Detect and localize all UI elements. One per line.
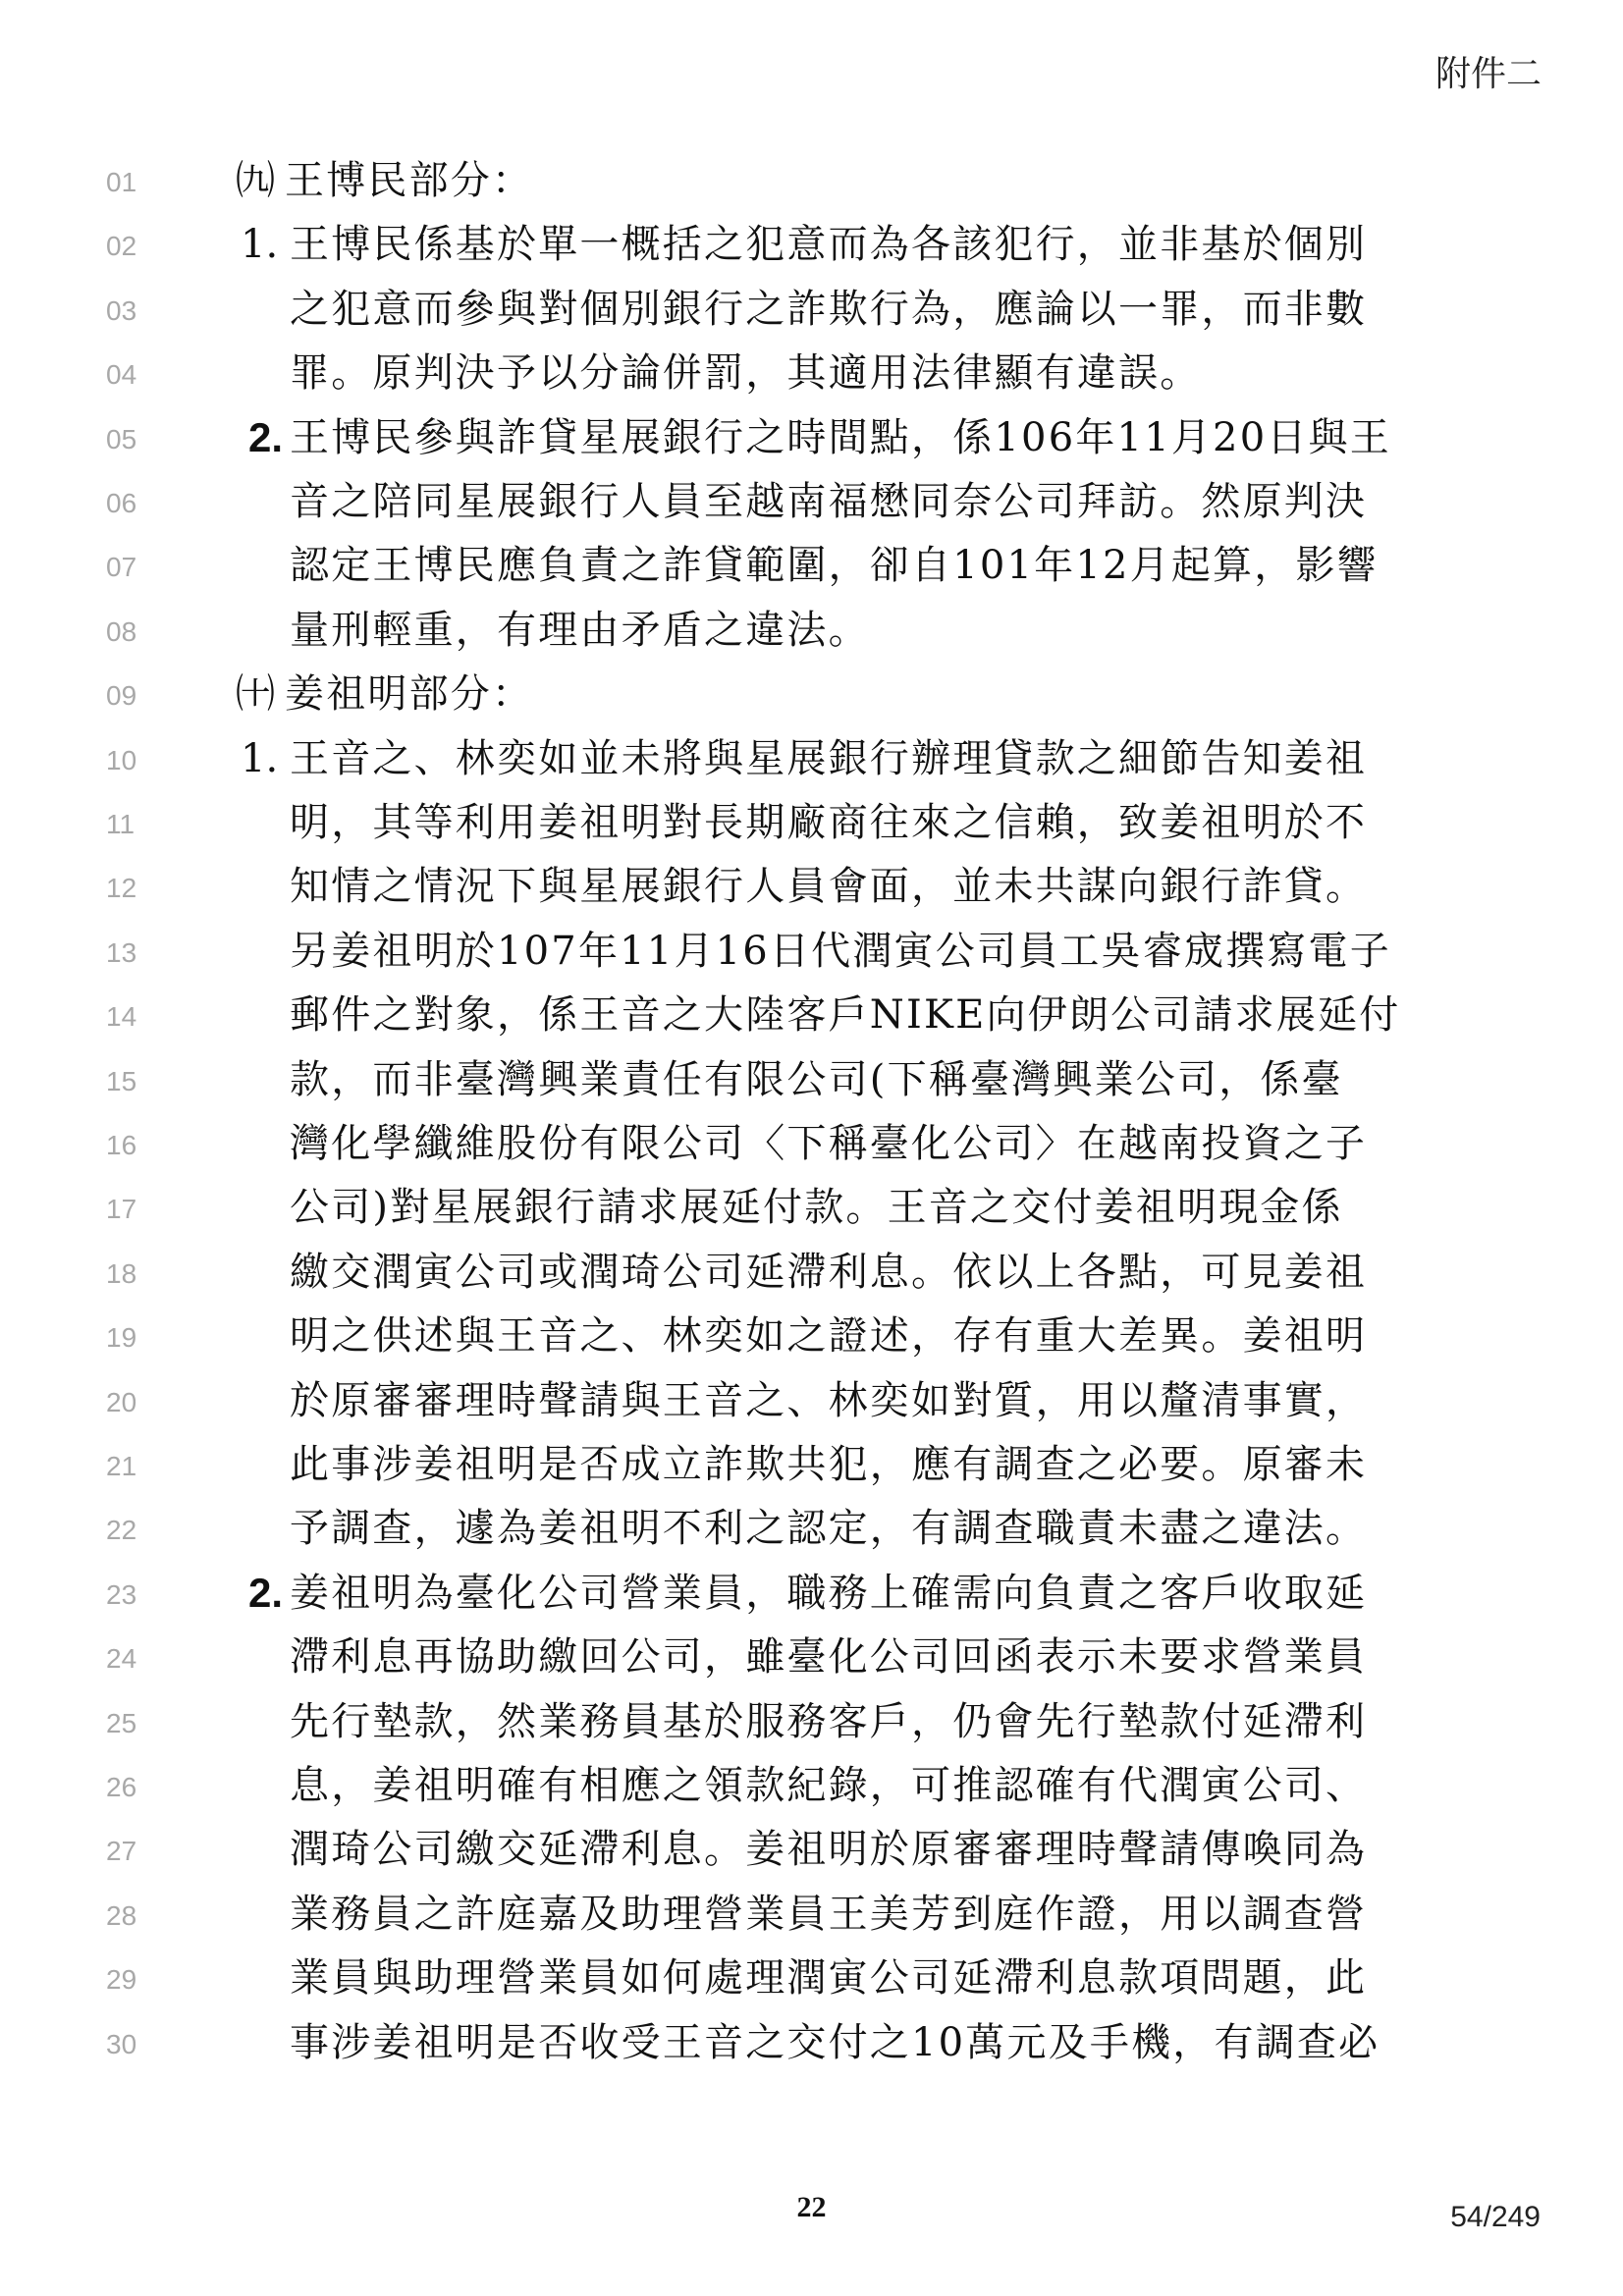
line-text: 公司)對星展銀行請求展延付款。王音之交付姜祖明現金係 <box>290 1185 1343 1231</box>
text-line <box>0 1626 1623 1688</box>
line-number: 25 <box>106 1707 137 1738</box>
line-text: 王博民係基於單一概括之犯意而為各該犯行，並非基於個別 <box>290 222 1368 268</box>
line-text: 先行墊款，然業務員基於服務客戶，仍會先行墊款付延滯利 <box>290 1698 1368 1744</box>
line-text: 之犯意而參與對個別銀行之詐欺行為，應論以一罪，而非數 <box>290 286 1368 332</box>
line-text: 姜祖明部分： <box>285 671 534 718</box>
line-number: 20 <box>106 1386 137 1417</box>
line-text: 款，而非臺灣興業責任有限公司(下稱臺灣興業公司，係臺 <box>290 1056 1343 1102</box>
line-text: 明，其等利用姜祖明對長期廠商往來之信賴，致姜祖明於不 <box>290 800 1368 845</box>
item-marker: 1. <box>241 222 279 268</box>
line-text: 繳交潤寅公司或潤琦公司延滯利息。依以上各點，可見姜祖 <box>290 1249 1368 1295</box>
line-number: 29 <box>106 1964 137 1996</box>
text-line <box>0 213 1623 276</box>
line-number: 28 <box>106 1899 137 1931</box>
line-number: 13 <box>106 936 137 968</box>
text-line <box>0 1690 1623 1753</box>
line-number: 19 <box>106 1322 137 1354</box>
text-line <box>0 1818 1623 1881</box>
text-line <box>0 663 1623 725</box>
line-number: 10 <box>106 744 137 775</box>
text-line <box>0 727 1623 790</box>
line-text: 潤琦公司繳交延滯利息。姜祖明於原審審理時聲請傳喚同為 <box>290 1827 1368 1873</box>
line-number: 16 <box>106 1130 137 1160</box>
line-text: 王博民參與詐貸星展銀行之時間點，係106年11月20日與王 <box>290 414 1391 460</box>
text-line <box>0 984 1623 1046</box>
text-line <box>0 1883 1623 1946</box>
line-number: 04 <box>106 359 137 391</box>
item-marker: ㈨ <box>236 158 275 203</box>
line-number: 26 <box>106 1772 137 1802</box>
text-line <box>0 1754 1623 1817</box>
item-marker: ㈩ <box>236 671 275 718</box>
line-number: 11 <box>106 809 135 839</box>
line-number: 06 <box>106 488 137 518</box>
item-marker: 2. <box>248 413 284 460</box>
line-text: 罪。原判決予以分論併罰，其適用法律顯有違誤。 <box>290 350 1202 397</box>
text-line <box>0 278 1623 341</box>
line-number: 15 <box>106 1065 137 1096</box>
line-number: 01 <box>106 167 137 197</box>
line-number: 18 <box>106 1257 137 1289</box>
line-number: 07 <box>106 552 137 583</box>
line-number: 14 <box>106 1001 137 1033</box>
text-line <box>0 470 1623 533</box>
line-text: 業務員之許庭嘉及助理營業員王美芳到庭作證，用以調查營 <box>290 1891 1368 1937</box>
line-text: 明之供述與王音之、林奕如之證述，存有重大差異。姜祖明 <box>290 1313 1368 1360</box>
page-number: 22 <box>796 2191 827 2223</box>
item-marker: 2. <box>248 1569 284 1616</box>
text-line <box>0 1176 1623 1239</box>
line-text: 量刑輕重，有理由矛盾之違法。 <box>290 607 870 653</box>
item-marker: 1. <box>241 735 279 781</box>
line-number: 27 <box>106 1836 137 1867</box>
text-line <box>0 599 1623 662</box>
line-text: 姜祖明為臺化公司營業員，職務上確需向負責之客戶收取延 <box>290 1570 1368 1616</box>
text-line <box>0 1305 1623 1367</box>
line-text: 事涉姜祖明是否收受王音之交付之10萬元及手機，有調查必 <box>290 2019 1380 2065</box>
line-text: 息，姜祖明確有相應之領款紀錄，可推認確有代潤寅公司、 <box>290 1763 1368 1808</box>
line-number: 30 <box>106 2028 137 2059</box>
line-number: 05 <box>106 423 137 454</box>
text-line <box>0 1947 1623 2009</box>
line-number: 17 <box>106 1194 137 1225</box>
text-line <box>0 1241 1623 1304</box>
line-text: 王音之、林奕如並未將與星展銀行辦理貸款之細節告知姜祖 <box>290 735 1368 781</box>
line-number: 24 <box>106 1643 137 1675</box>
line-text: 灣化學纖維股份有限公司〈下稱臺化公司〉在越南投資之子 <box>290 1121 1368 1166</box>
line-text: 予調查，遽為姜祖明不利之認定，有調查職責未盡之違法。 <box>290 1506 1368 1552</box>
text-line <box>0 920 1623 983</box>
line-number: 02 <box>106 231 137 262</box>
line-text: 滯利息再協助繳回公司，雖臺化公司回函表示未要求營業員 <box>290 1634 1368 1681</box>
text-line <box>0 534 1623 597</box>
page-count: 54/249 <box>1450 2201 1541 2233</box>
line-number: 08 <box>106 615 137 647</box>
line-text: 業員與助理營業員如何處理潤寅公司延滯利息款項問題，此 <box>290 1955 1368 2002</box>
line-number: 23 <box>106 1578 137 1610</box>
text-line <box>0 791 1623 854</box>
text-line <box>0 1562 1623 1625</box>
text-line <box>0 2011 1623 2074</box>
text-line <box>0 149 1623 212</box>
line-number: 09 <box>106 680 137 712</box>
text-line <box>0 342 1623 404</box>
line-text: 於原審審理時聲請與王音之、林奕如對質，用以釐清事實， <box>290 1377 1368 1423</box>
text-line <box>0 1497 1623 1560</box>
attachment-label: 附件二 <box>1434 54 1542 94</box>
text-line <box>0 1433 1623 1496</box>
line-number: 03 <box>106 294 137 326</box>
line-number: 21 <box>106 1451 137 1481</box>
line-text: 另姜祖明於107年11月16日代潤寅公司員工吳睿宬撰寫電子 <box>290 928 1391 974</box>
text-line <box>0 1112 1623 1175</box>
line-text: 王博民部分： <box>285 158 534 203</box>
text-line <box>0 1369 1623 1432</box>
line-text: 認定王博民應負責之詐貸範圍，卻自101年12月起算，影響 <box>290 543 1379 589</box>
line-text: 音之陪同星展銀行人員至越南福懋同奈公司拜訪。然原判決 <box>290 479 1368 524</box>
line-number: 12 <box>106 873 137 904</box>
line-text: 郵件之對象，係王音之大陸客戶NIKE向伊朗公司請求展延付 <box>290 992 1401 1039</box>
line-text: 知情之情況下與星展銀行人員會面，並未共謀向銀行詐貸。 <box>290 864 1368 910</box>
line-number: 22 <box>106 1515 137 1546</box>
text-line <box>0 406 1623 469</box>
text-line <box>0 855 1623 918</box>
text-line <box>0 1048 1623 1111</box>
line-text: 此事涉姜祖明是否成立詐欺共犯，應有調查之必要。原審未 <box>290 1442 1368 1487</box>
